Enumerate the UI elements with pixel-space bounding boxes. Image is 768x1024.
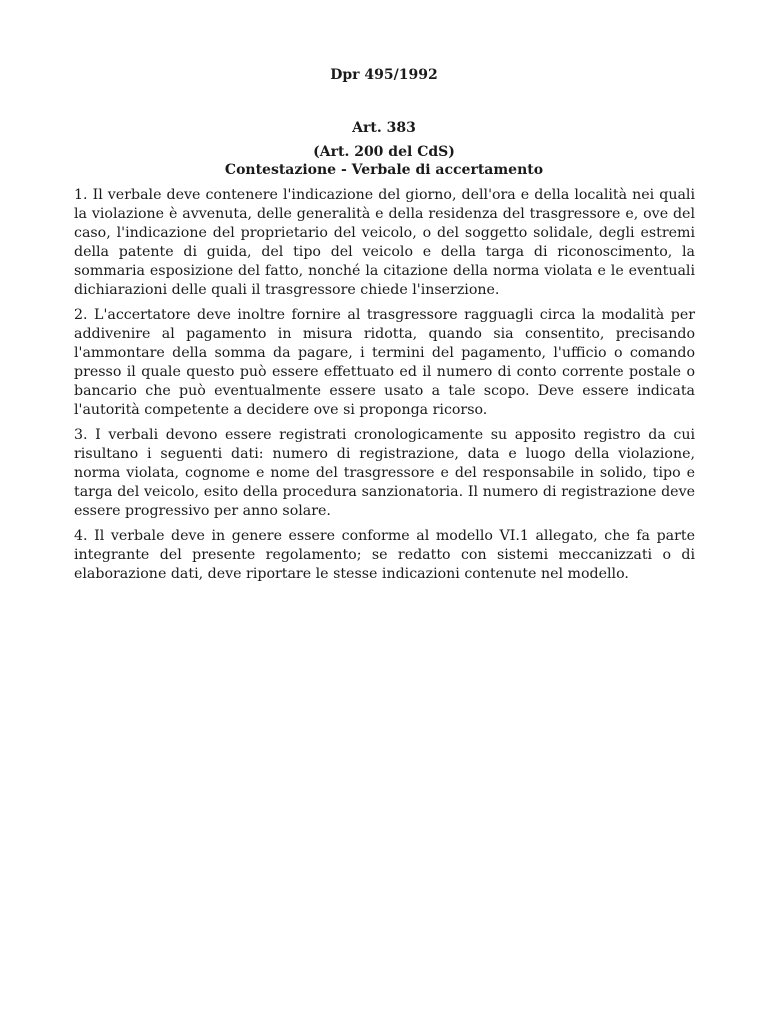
article-reference: (Art. 200 del CdS)	[313, 144, 455, 160]
paragraph-3: 3. I verbali devono essere registrati cronologicamente su apposito registro da cui risultano i seguenti dati: numero di registrazione, data e luogo della violazione, norma violata, cognome e nome del trasgressore e del responsabile in solido, tipo e targa del veicolo, esito della procedura sanzionatoria. Il numero di registrazione deve essere progressivo per anno solare.	[74, 427, 695, 519]
paragraph-4: 4. Il verbale deve in genere essere conforme al modello VI.1 allegato, che fa parte integrante del presente regolamento; se redatto con sistemi meccanizzati o di elaborazione dati, deve riportare le stesse indicazioni contenute nel modello.	[74, 528, 695, 582]
article-number: Art. 383	[352, 120, 416, 136]
paragraph-2: 2. L'accertatore deve inoltre fornire al trasgressore ragguagli circa la modalità per addivenire al pagamento in misura ridotta, quando sia consentito, precisando l'ammontare della somma da pagare, i termini del pagamento, l'ufficio o comando presso il quale questo può essere effettuato ed il numero di conto corrente postale o bancario che può eventualmente essere usato a tale scopo. Deve essere indicata l'autorità competente a decidere ove si proponga ricorso.	[74, 307, 695, 418]
article-body	[74, 186, 695, 590]
document-title: Dpr 495/1992	[330, 67, 438, 83]
paragraph-1: 1. Il verbale deve contenere l'indicazione del giorno, dell'ora e della località nei quali la violazione è avvenuta, delle generalità e della residenza del trasgressore e, ove del caso, l'indicazione del proprietario del veicolo, o del soggetto solidale, degli estremi della patente di guida, del tipo del veicolo e della targa di riconoscimento, la sommaria esposizione del fatto, nonché la citazione della norma violata e le eventuali dichiarazioni delle quali il trasgressore chiede l'inserzione.	[74, 187, 695, 298]
article-subject: Contestazione - Verbale di accertamento	[224, 162, 544, 178]
article-heading	[0, 119, 768, 179]
